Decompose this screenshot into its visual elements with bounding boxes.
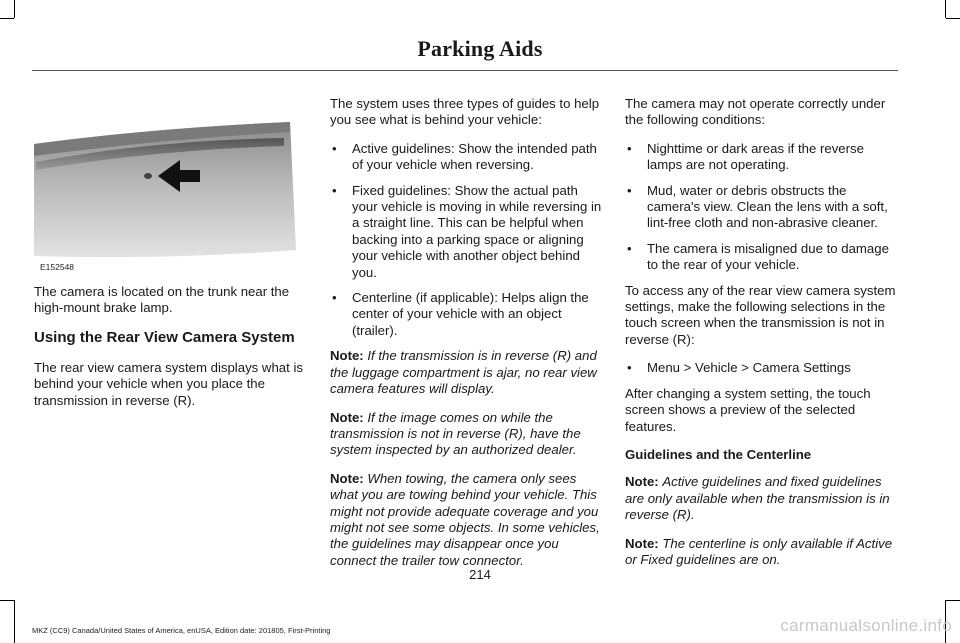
bullet: • [627,140,632,156]
paragraph: The system uses three types of guides to help you see what is behind your vehicle: [330,96,600,128]
bullet: • [332,290,337,306]
page-number: 214 [469,567,491,582]
figure-code: E152548 [40,262,75,272]
note: Note: Active guidelines and fixed guidelines are only available when the transmission is in reverse (R). [625,474,890,523]
crop-mark [945,0,946,18]
paragraph: The camera may not operate correctly under the following conditions: [625,96,886,128]
watermark: carmanualsonline.info [780,616,952,635]
list-item: • Nighttime or dark areas if the reverse lamps are not operating. [627,140,864,173]
crop-mark [946,18,960,19]
list-item: • Active guidelines: Show the intended path of your vehicle when reversing. [332,140,597,173]
list-item: • Fixed guidelines: Show the actual path your vehicle is moving in while reversing in a straight line. This can be helpful when backing into a parking space or aligning your vehicle with another object behind you. [332,182,602,280]
menu-path-item: • Menu > Vehicle > Camera Settings [627,360,851,376]
sub-heading: Guidelines and the Centerline [625,446,812,462]
bullet: • [332,182,337,198]
page-title: Parking Aids [417,36,543,61]
bullet: • [627,182,632,198]
crop-mark [14,0,15,18]
paragraph: The rear view camera system displays what is behind your vehicle when you place the transmission in reverse (R). [34,359,303,408]
bullet: • [627,240,632,256]
note: Note: If the image comes on while the transmission is not in reverse (R), have the system inspected by an authorized dealer. [330,409,581,458]
section-heading: Using the Rear View Camera System [34,328,295,346]
crop-mark [14,600,15,643]
paragraph: To access any of the rear view camera system settings, make the following selections in the touch screen when the transmission is not in reverse (R): [625,282,896,347]
list-item: • Mud, water or debris obstructs the camera's view. Clean the lens with a soft, lint-free cloth and non-abrasive cleaner. [627,182,888,231]
crop-mark [946,600,960,601]
header-rule [32,70,898,71]
bullet: • [627,360,632,376]
column-2 [330,96,602,581]
column-3 [625,96,899,580]
note: Note: The centerline is only available if Active or Fixed guidelines are on. [625,535,893,567]
bullet: • [332,140,337,156]
trunk-camera-image [34,110,296,260]
note: Note: If the transmission is in reverse (R) and the luggage compartment is ajar, no rear view camera features will display. [330,348,597,397]
crop-mark [0,600,14,601]
column-1 [34,284,310,421]
note: Note: When towing, the camera only sees what you are towing behind your vehicle. This might not provide adequate coverage and you might not see some objects. In some vehicles, the guidelines may disappear once you connect the trailer tow connector. [330,470,600,568]
paragraph: After changing a system setting, the touch screen shows a preview of the selected features. [625,385,871,434]
list-item: • The camera is misaligned due to damage to the rear of your vehicle. [627,240,889,273]
crop-mark [0,18,14,19]
camera-location-text: The camera is located on the trunk near the high-mount brake lamp. [34,284,290,316]
footer-text: MKZ (CC9) Canada/United States of America, enUSA, Edition date: 201805, First-Printing [32,626,331,635]
list-item: • Centerline (if applicable): Helps align the center of your vehicle with an object (trailer). [332,290,589,338]
